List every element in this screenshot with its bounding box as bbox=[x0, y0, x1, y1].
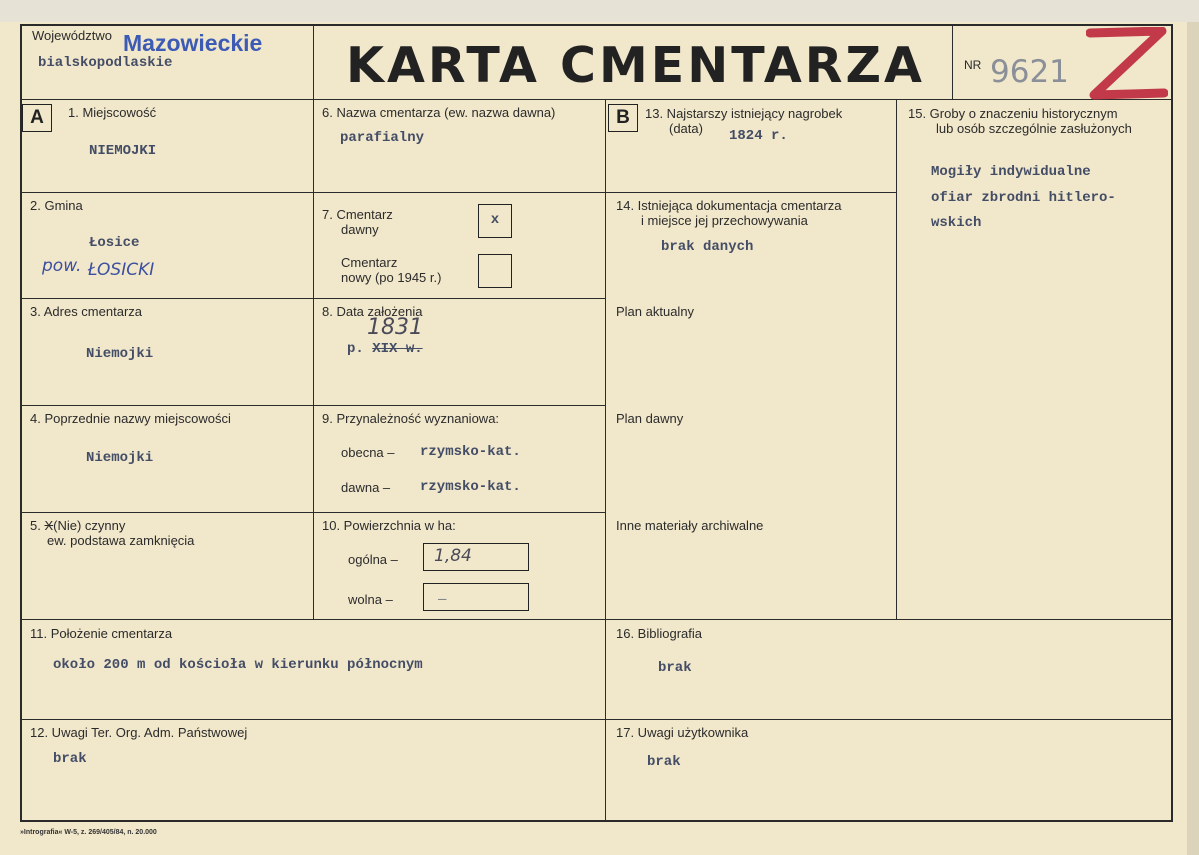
f2-label: 2. Gmina bbox=[30, 198, 83, 213]
f12-label: 12. Uwagi Ter. Org. Adm. Państwowej bbox=[30, 725, 248, 740]
f10-total-box[interactable] bbox=[423, 543, 529, 571]
rule-row6 bbox=[20, 719, 1173, 720]
f5-crossed: X bbox=[44, 518, 54, 533]
f14-label2: i miejsce jej przechowywania bbox=[641, 213, 808, 228]
f7-old-label: dawny bbox=[341, 222, 379, 237]
f7-label: 7. Cmentarz bbox=[322, 207, 393, 222]
f2-value: Łosice bbox=[89, 235, 140, 251]
f5-label: (Nie) czynny bbox=[53, 518, 126, 533]
f2-pow-label: pow. bbox=[42, 256, 82, 276]
f14-label1: 14. Istniejąca dokumentacja cmentarza bbox=[616, 198, 842, 213]
f11-value: około 200 m od kościoła w kierunku północnym bbox=[53, 657, 423, 673]
f6-label: 6. Nazwa cmentarza (ew. nazwa dawna) bbox=[322, 105, 556, 120]
f8-typed bbox=[347, 341, 423, 358]
f3-value: Niemojki bbox=[86, 346, 154, 362]
category-mark-glyph bbox=[1086, 27, 1168, 101]
rule-v-col3 bbox=[896, 99, 897, 620]
printer-imprint: »Intrografia« W-5, z. 269/405/84, n. 20.000 bbox=[20, 829, 157, 836]
f15-line3: wskich bbox=[931, 215, 982, 231]
f3-label: 3. Adres cmentarza bbox=[30, 304, 142, 319]
right-edge bbox=[1187, 22, 1199, 855]
top-edge bbox=[0, 0, 1199, 22]
f7-new-checkbox[interactable] bbox=[478, 254, 512, 288]
rule-b13 bbox=[605, 192, 897, 193]
f7-old-mark: x bbox=[490, 212, 500, 228]
f4-value: Niemojki bbox=[86, 450, 154, 466]
f2-pow-value: ŁOSICKI bbox=[88, 260, 155, 280]
f9-current-value: rzymsko-kat. bbox=[420, 444, 521, 460]
nr-value: 9621 bbox=[990, 54, 1069, 90]
rule-v-header2 bbox=[952, 24, 953, 100]
f5-sub: ew. podstawa zamknięcia bbox=[47, 533, 195, 548]
f10-free-box[interactable] bbox=[423, 583, 529, 611]
f15-label2: lub osób szczególnie zasłużonych bbox=[936, 121, 1132, 136]
f1-value: NIEMOJKI bbox=[89, 143, 157, 159]
f10-total-value: 1,84 bbox=[434, 546, 472, 566]
f13-label2: (data) bbox=[669, 121, 703, 136]
wojewodztwo-typed: bialskopodlaskie bbox=[38, 55, 173, 71]
section-b-letter: B bbox=[608, 104, 638, 132]
f10-total-label: ogólna – bbox=[348, 552, 398, 567]
f13-label1: 13. Najstarszy istniejący nagrobek bbox=[645, 106, 843, 121]
f8-typed-crossed: XIX w. bbox=[372, 341, 423, 357]
f8-label: 8. Data założenia bbox=[322, 304, 423, 319]
f15-line2: ofiar zbrodni hitlero- bbox=[931, 190, 1116, 206]
f5-prefix: 5. bbox=[30, 518, 45, 533]
f9-label: 9. Przynależność wyznaniowa: bbox=[322, 411, 500, 426]
f13-value: 1824 r. bbox=[729, 128, 788, 144]
plan-current: Plan aktualny bbox=[616, 304, 695, 319]
f4-label: 4. Poprzednie nazwy miejscowości bbox=[30, 411, 231, 426]
f10-free-value: _ bbox=[438, 587, 447, 603]
f8-hand: 1831 bbox=[367, 315, 423, 340]
f6-value: parafialny bbox=[340, 130, 425, 146]
f5-label-line bbox=[30, 518, 125, 533]
wojewodztwo-stamp: Mazowieckie bbox=[123, 30, 263, 56]
other-materials: Inne materiały archiwalne bbox=[616, 518, 764, 533]
rule-v-col2 bbox=[605, 99, 606, 822]
f9-former-label: dawna – bbox=[341, 480, 391, 495]
rule-v-col1 bbox=[313, 99, 314, 620]
rule-v-header1 bbox=[313, 24, 314, 100]
f7-old-checkbox[interactable] bbox=[478, 204, 512, 238]
f17-value: brak bbox=[647, 754, 681, 770]
f8-typed-p: p. bbox=[347, 341, 364, 357]
f16-value: brak bbox=[658, 660, 692, 676]
f11-label: 11. Położenie cmentarza bbox=[30, 626, 173, 641]
f1-label: 1. Miejscowość bbox=[68, 105, 157, 120]
wojewodztwo-label: Województwo bbox=[32, 28, 112, 43]
rule-row5 bbox=[20, 619, 1173, 620]
f10-label: 10. Powierzchnia w ha: bbox=[322, 518, 456, 533]
category-mark bbox=[1086, 27, 1168, 101]
plan-former: Plan dawny bbox=[616, 411, 684, 426]
f9-former-value: rzymsko-kat. bbox=[420, 479, 521, 495]
rule-header bbox=[20, 99, 1173, 100]
f15-label1: 15. Groby o znaczeniu historycznym bbox=[908, 106, 1118, 121]
nr-label: NR bbox=[964, 58, 982, 72]
section-a-letter: A bbox=[22, 104, 52, 132]
f14-value: brak danych bbox=[661, 239, 754, 255]
f9-current-label: obecna – bbox=[341, 445, 395, 460]
f10-free-label: wolna – bbox=[348, 592, 393, 607]
f7-new-label1: Cmentarz bbox=[341, 255, 398, 270]
f16-label: 16. Bibliografia bbox=[616, 626, 702, 641]
f15-line1: Mogiły indywidualne bbox=[931, 164, 1091, 180]
card-title: KARTA CMENTARZA bbox=[346, 37, 925, 94]
f17-label: 17. Uwagi użytkownika bbox=[616, 725, 749, 740]
f7-new-label2: nowy (po 1945 r.) bbox=[341, 270, 442, 285]
f12-value: brak bbox=[53, 751, 87, 767]
